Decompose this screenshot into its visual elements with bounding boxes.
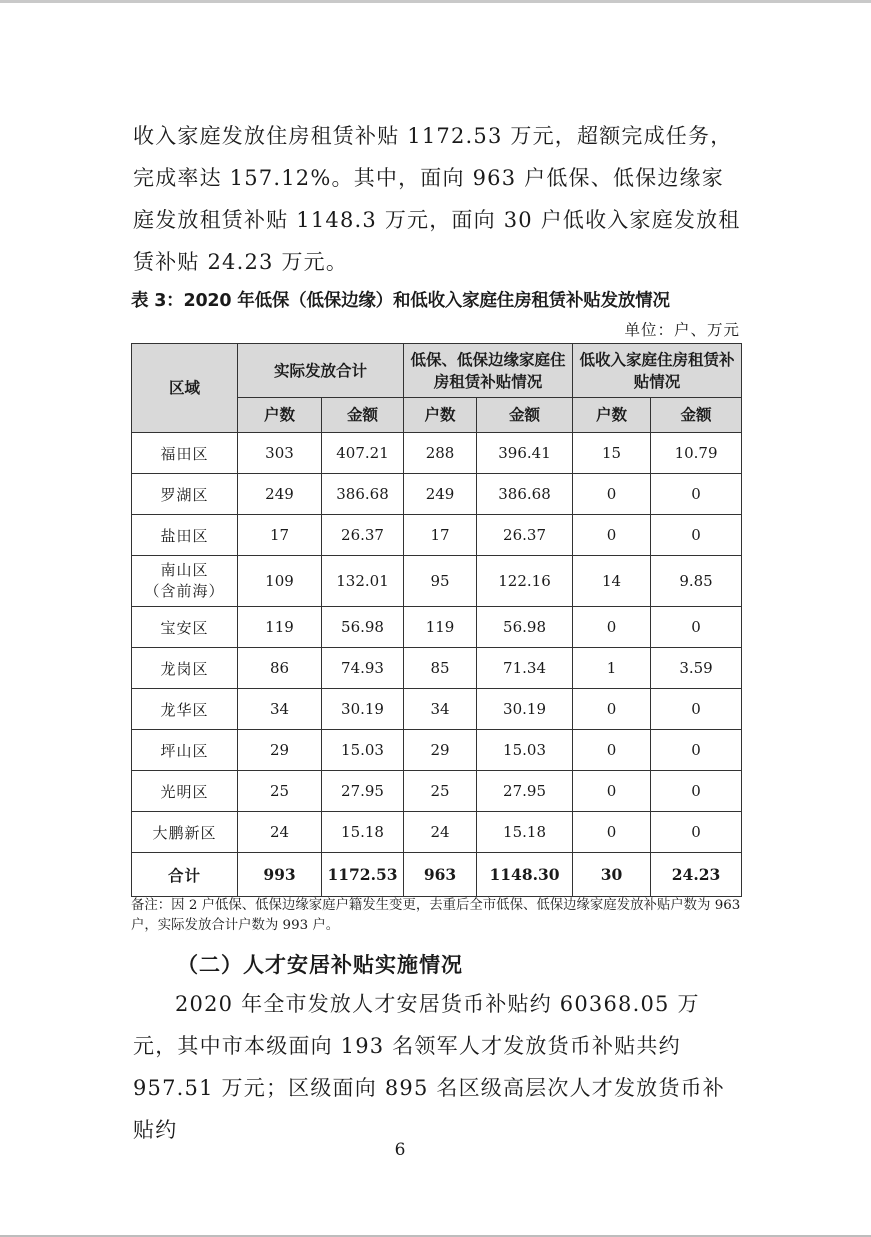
households-cell: 0 <box>573 730 651 771</box>
amount-cell: 3.59 <box>651 648 742 689</box>
subheader-amount: 金额 <box>651 398 742 433</box>
households-cell: 29 <box>238 730 322 771</box>
region-cell <box>132 689 238 730</box>
amount-cell: 30.19 <box>477 689 573 730</box>
amount-cell: 30.19 <box>322 689 404 730</box>
header-group-low-income: 低收入家庭住房租赁补贴情况 <box>573 344 742 398</box>
region-name: 坪山区 <box>160 741 209 760</box>
households-cell: 95 <box>404 556 477 607</box>
total-cell: 30 <box>573 853 651 897</box>
region-cell <box>132 607 238 648</box>
table-unit-label: 单位：户、万元 <box>624 321 740 339</box>
region-cell <box>132 556 238 607</box>
table-header-row <box>132 344 742 398</box>
households-cell: 14 <box>573 556 651 607</box>
table-row <box>132 556 742 607</box>
amount-cell: 386.68 <box>477 474 573 515</box>
subheader-households: 户数 <box>573 398 651 433</box>
subheader-households: 户数 <box>404 398 477 433</box>
amount-cell: 74.93 <box>322 648 404 689</box>
households-cell: 1 <box>573 648 651 689</box>
body-paragraph-bottom: 2020 年全市发放人才安居货币补贴约 60368.05 万元，其中市本级面向 193 名领军人才发放货币补贴共约 957.51 万元；区级面向 895 名区级高层次人才发放货币补贴约 <box>133 992 725 1142</box>
region-cell <box>132 515 238 556</box>
region-cell <box>132 648 238 689</box>
total-cell: 1148.30 <box>477 853 573 897</box>
region-name: 龙华区 <box>160 700 209 719</box>
amount-cell: 15.03 <box>322 730 404 771</box>
households-cell: 249 <box>238 474 322 515</box>
households-cell: 25 <box>238 771 322 812</box>
households-cell: 0 <box>573 771 651 812</box>
header-region: 区域 <box>132 344 238 433</box>
region-cell <box>132 812 238 853</box>
households-cell: 303 <box>238 433 322 474</box>
amount-cell: 56.98 <box>477 607 573 648</box>
amount-cell: 396.41 <box>477 433 573 474</box>
table-body <box>132 433 742 853</box>
page-number: 6 <box>394 1140 406 1160</box>
households-cell: 0 <box>573 689 651 730</box>
households-cell: 34 <box>238 689 322 730</box>
region-cell <box>132 771 238 812</box>
region-name: 大鹏新区 <box>152 823 217 842</box>
households-cell: 0 <box>573 812 651 853</box>
total-cell: 963 <box>404 853 477 897</box>
amount-cell: 26.37 <box>477 515 573 556</box>
households-cell: 109 <box>238 556 322 607</box>
total-cell: 24.23 <box>651 853 742 897</box>
amount-cell: 26.37 <box>322 515 404 556</box>
total-label: 合计 <box>132 853 238 897</box>
amount-cell: 132.01 <box>322 556 404 607</box>
households-cell: 34 <box>404 689 477 730</box>
header-group-total: 实际发放合计 <box>238 344 404 398</box>
amount-cell: 15.03 <box>477 730 573 771</box>
amount-cell: 15.18 <box>322 812 404 853</box>
header-group-dibao: 低保、低保边缘家庭住房租赁补贴情况 <box>404 344 573 398</box>
amount-cell: 0 <box>651 474 742 515</box>
region-name: 龙岗区 <box>160 659 209 678</box>
households-cell: 0 <box>573 515 651 556</box>
table-row <box>132 812 742 853</box>
amount-cell: 56.98 <box>322 607 404 648</box>
households-cell: 86 <box>238 648 322 689</box>
region-cell <box>132 474 238 515</box>
table-caption: 表 3：2020 年低保（低保边缘）和低收入家庭住房租赁补贴发放情况 <box>131 291 670 311</box>
table-row <box>132 648 742 689</box>
region-subname: （含前海） <box>144 582 225 600</box>
households-cell: 15 <box>573 433 651 474</box>
amount-cell: 0 <box>651 771 742 812</box>
amount-cell: 9.85 <box>651 556 742 607</box>
households-cell: 17 <box>404 515 477 556</box>
households-cell: 24 <box>404 812 477 853</box>
region-name: 南山区 <box>160 561 209 579</box>
amount-cell: 122.16 <box>477 556 573 607</box>
total-cell: 1172.53 <box>322 853 404 897</box>
region-cell <box>132 730 238 771</box>
table-row <box>132 607 742 648</box>
households-cell: 29 <box>404 730 477 771</box>
region-cell <box>132 433 238 474</box>
amount-cell: 0 <box>651 689 742 730</box>
table-total-row <box>132 853 742 897</box>
households-cell: 0 <box>573 474 651 515</box>
region-name: 光明区 <box>160 782 209 801</box>
section-heading: （二）人才安居补贴实施情况 <box>177 953 463 977</box>
region-name: 罗湖区 <box>160 485 209 504</box>
amount-cell: 0 <box>651 515 742 556</box>
table-row <box>132 474 742 515</box>
households-cell: 288 <box>404 433 477 474</box>
table-row <box>132 730 742 771</box>
total-cell: 993 <box>238 853 322 897</box>
amount-cell: 15.18 <box>477 812 573 853</box>
amount-cell: 27.95 <box>322 771 404 812</box>
amount-cell: 0 <box>651 730 742 771</box>
amount-cell: 10.79 <box>651 433 742 474</box>
households-cell: 24 <box>238 812 322 853</box>
households-cell: 17 <box>238 515 322 556</box>
amount-cell: 27.95 <box>477 771 573 812</box>
households-cell: 119 <box>238 607 322 648</box>
table-row <box>132 689 742 730</box>
body-paragraph-top: 收入家庭发放住房租赁补贴 1172.53 万元，超额完成任务，完成率达 157.12%。其中，面向 963 户低保、低保边缘家庭发放租赁补贴 1148.3 万元，面向 30 户低收入家庭发放租赁补贴 24.23 万元。 <box>133 124 741 274</box>
amount-cell: 0 <box>651 607 742 648</box>
households-cell: 85 <box>404 648 477 689</box>
table-row <box>132 515 742 556</box>
subheader-amount: 金额 <box>477 398 573 433</box>
subheader-households: 户数 <box>238 398 322 433</box>
page-top-edge <box>0 0 871 3</box>
amount-cell: 407.21 <box>322 433 404 474</box>
table-row <box>132 771 742 812</box>
region-name: 宝安区 <box>160 618 209 637</box>
households-cell: 0 <box>573 607 651 648</box>
households-cell: 119 <box>404 607 477 648</box>
amount-cell: 71.34 <box>477 648 573 689</box>
region-name: 福田区 <box>160 444 209 463</box>
amount-cell: 0 <box>651 812 742 853</box>
table-note: 备注：因 2 户低保、低保边缘家庭户籍发生变更，去重后全市低保、低保边缘家庭发放补贴户数为 963 户，实际发放合计户数为 993 户。 <box>131 898 741 933</box>
amount-cell: 386.68 <box>322 474 404 515</box>
households-cell: 25 <box>404 771 477 812</box>
region-name: 盐田区 <box>160 526 209 545</box>
table-row <box>132 433 742 474</box>
subheader-amount: 金额 <box>322 398 404 433</box>
households-cell: 249 <box>404 474 477 515</box>
subsidy-table <box>131 343 742 897</box>
